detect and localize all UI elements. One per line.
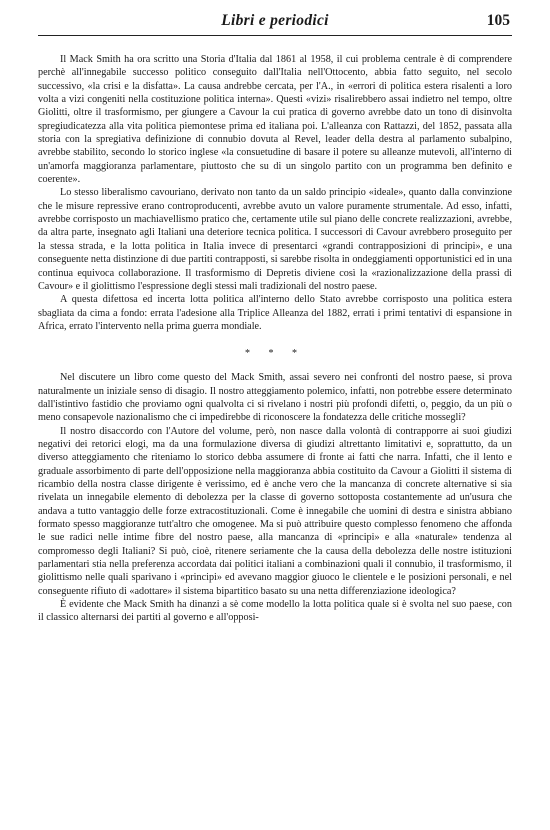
running-title: Libri e periodici: [221, 12, 329, 29]
paragraph: Il Mack Smith ha ora scritto una Storia d'Italia dal 1861 al 1958, il cui problema centrale è di comprendere perchè all'innegabile successo politico conseguito dall'Italia nell'Ottocento, abbia fatto seguito, nel secolo successivo, «la crisi e la disfatta». La causa andrebbe cercata, per l'A., in «errori di politica estera risalenti a loro volta a vizi congeniti nella costituzione politica interna». Questi «vizi» risalirebbero assai indietro nel tempo, oltre Giolitti, oltre il trasformismo, per giungere a Cavour la cui pratica di governo avrebbe dato un tono di disinvolta spregiudicatezza alla vita politica piemontese prima ed italiana poi. L'alleanza con Rattazzi, del 1852, passata alla storia con la spregiativa definizione di connubio dovuta al Revel, leader della destra al parlamento subalpino, avrebbe stabilito, secondo lo storico inglese «la consuetudine di basare il potere su alleanze mutevoli, all'interno di un'amorfa maggioranza parlamentare, piuttosto che su di un singolo partito con un programma ben definito e coerente».: [38, 54, 512, 186]
paragraph: A questa difettosa ed incerta lotta politica all'interno dello Stato avrebbe corrisposto una politica estera sbagliata da cima a fondo: errata l'adesione alla Triplice Alleanza del 1882, errati i primi tentativi di espansione in Africa, errato l'intervento nella prima guerra mondiale.: [38, 294, 512, 332]
section-separator: * * *: [245, 348, 305, 360]
paragraph: È evidente che Mack Smith ha dinanzi a sè come modello la lotta politica quale si è svolta nel suo paese, con il classico alternarsi dei partiti al governo e all'opposi-: [38, 599, 512, 624]
body-text: [38, 53, 512, 625]
paragraph: Lo stesso liberalismo cavouriano, derivato non tanto da un saldo principio «ideale», quanto dalla convinzione che le misure repressive erano controproducenti, avrebbe avuto un valore puramente strumentale. Ad esso, infatti, avrebbe corrisposto un machiavellismo pratico che, certamente utile sul piano delle concrete realizzazioni, avrebbe, da altra parte, insegnato agli Italiani una deteriore tecnica politica. I successori di Cavour avrebbero proseguito per la stessa strada, e la lotta politica in Italia invece di presentarci «grandi contrapposizioni di principi», e una conseguente netta distinzione di due partiti contrapposti, si sarebbe risolta in ondeggiamenti opportunistici ed in una continua equivoca collaborazione. Il trasformismo di Depretis diviene così la «razionalizzazione della prassi di Cavour» e il giolittismo l'espressione degli stessi mali tradizionali del nostro paese.: [38, 187, 512, 292]
paragraph: Il nostro disaccordo con l'Autore del volume, però, non nasce dalla volontà di contrapporre ai suoi giudizi negativi dei retorici elogi, ma da una formulazione diversa di giudizi altrettanto limitativi e, soprattutto, da un diverso atteggiamento che riteniamo lo storico debba assumere di fronte ai fatti che narra. Infatti, che il lento e graduale assorbimento di parte dell'opposizione nella maggioranza abbia costituito da Cavour a Giolitti il sistema di ricambio della nostra classe dirigente è verissimo, ed è anche vero che la mancanza di concrete alternative si sia rivelata un innegabile elemento di debolezza per la classe di governo sottoposta costantemente ad un'usura che andava a tutto vantaggio delle forze extracostituzionali. Come è innegabile che uomini di destra e sinistra abbiano formato spesso maggioranze tutt'altro che omogenee. Ma si può attribuire questo complesso fenomeno che affonda le sue radici nelle intime fibre del nostro paese, alla mancanza di «principi» e alla «naturale» tendenza al compromesso degli Italiani? Si può, cioè, ritenere seriamente che la causa della debolezza delle nostre istituzioni parlamentari stia nella preferenza accordata dai politici italiani a combinazioni quali il connubio, il trasformismo, il giolittismo nelle quali sparivano i «principi» ed avevano maggior giuoco le clientele e le posizioni personali, e nel conseguente rifiuto di «adottare» il sistema bipartitico basato su una netta differenziazione ideologica?: [38, 425, 512, 597]
page-number: 105: [486, 12, 510, 29]
running-header: [38, 9, 512, 36]
paragraph: Nel discutere un libro come questo del Mack Smith, assai severo nei confronti del nostro paese, si prova naturalmente un iniziale senso di disagio. Il nostro atteggiamento polemico, infatti, non potrebbe essere determinato dall'istintivo fastidio che proviamo ogni qualvolta ci si rivelano i nostri più profondi difetti, o, peggio, da un più o meno consapevole nazionalismo che ci impedirebbe di riconoscere la fondatezza delle critiche mossegli?: [38, 372, 512, 424]
